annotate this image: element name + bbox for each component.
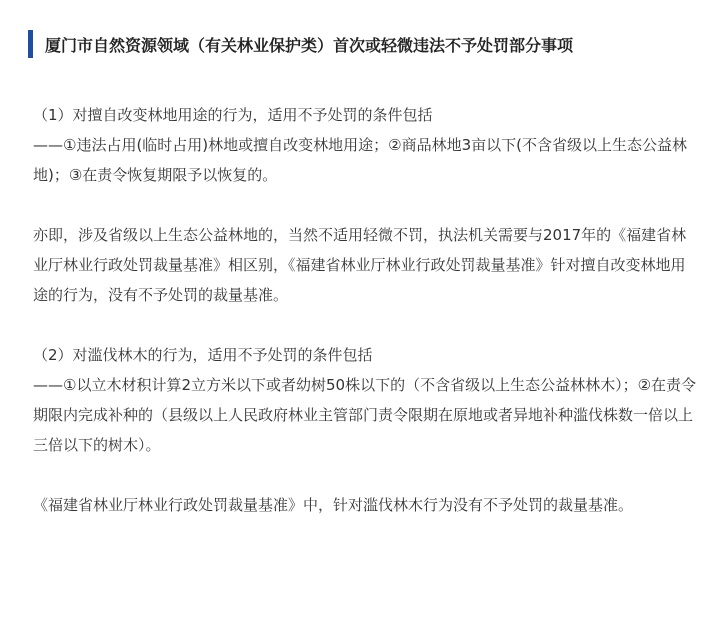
item2-heading: （2）对滥伐林木的行为，适用不予处罚的条件包括: [33, 346, 373, 364]
item1-heading: （1）对擅自改变林地用途的行为，适用不予处罚的条件包括: [33, 106, 433, 124]
section-header: [28, 30, 700, 58]
section-title: 厦门市自然资源领域（有关林业保护类）首次或轻微违法不予处罚部分事项: [45, 35, 574, 55]
item2-detail: ——①以立木材积计算2立方米以下或者幼树50株以下的（不含省级以上生态公益林林木）；②在责令期限内完成补种的（县级以上人民政府林业主管部门责令限期在原地或者异地补种滥伐株数一倍以上三倍以下的树木）。: [33, 376, 697, 454]
article-body: [33, 100, 697, 520]
paragraph-2: 亦即，涉及省级以上生态公益林地的，当然不适用轻微不罚，执法机关需要与2017年的《福建省林业厅林业行政处罚裁量基准》相区别，《福建省林业厅林业行政处罚裁量基准》针对擅自改变林地用途的行为，没有不予处罚的裁量基准。: [33, 226, 687, 304]
paragraph-gap: [33, 310, 697, 340]
paragraph-gap: [33, 460, 697, 490]
paragraph-4: 《福建省林业厅林业行政处罚裁量基准》中，针对滥伐林木行为没有不予处罚的裁量基准。: [33, 496, 634, 514]
paragraph-gap: [33, 190, 697, 220]
item1-detail: ——①违法占用(临时占用)林地或擅自改变林地用途；②商品林地3亩以下(不含省级以上生态公益林地)；③在责令恢复期限予以恢复的。: [33, 136, 687, 184]
